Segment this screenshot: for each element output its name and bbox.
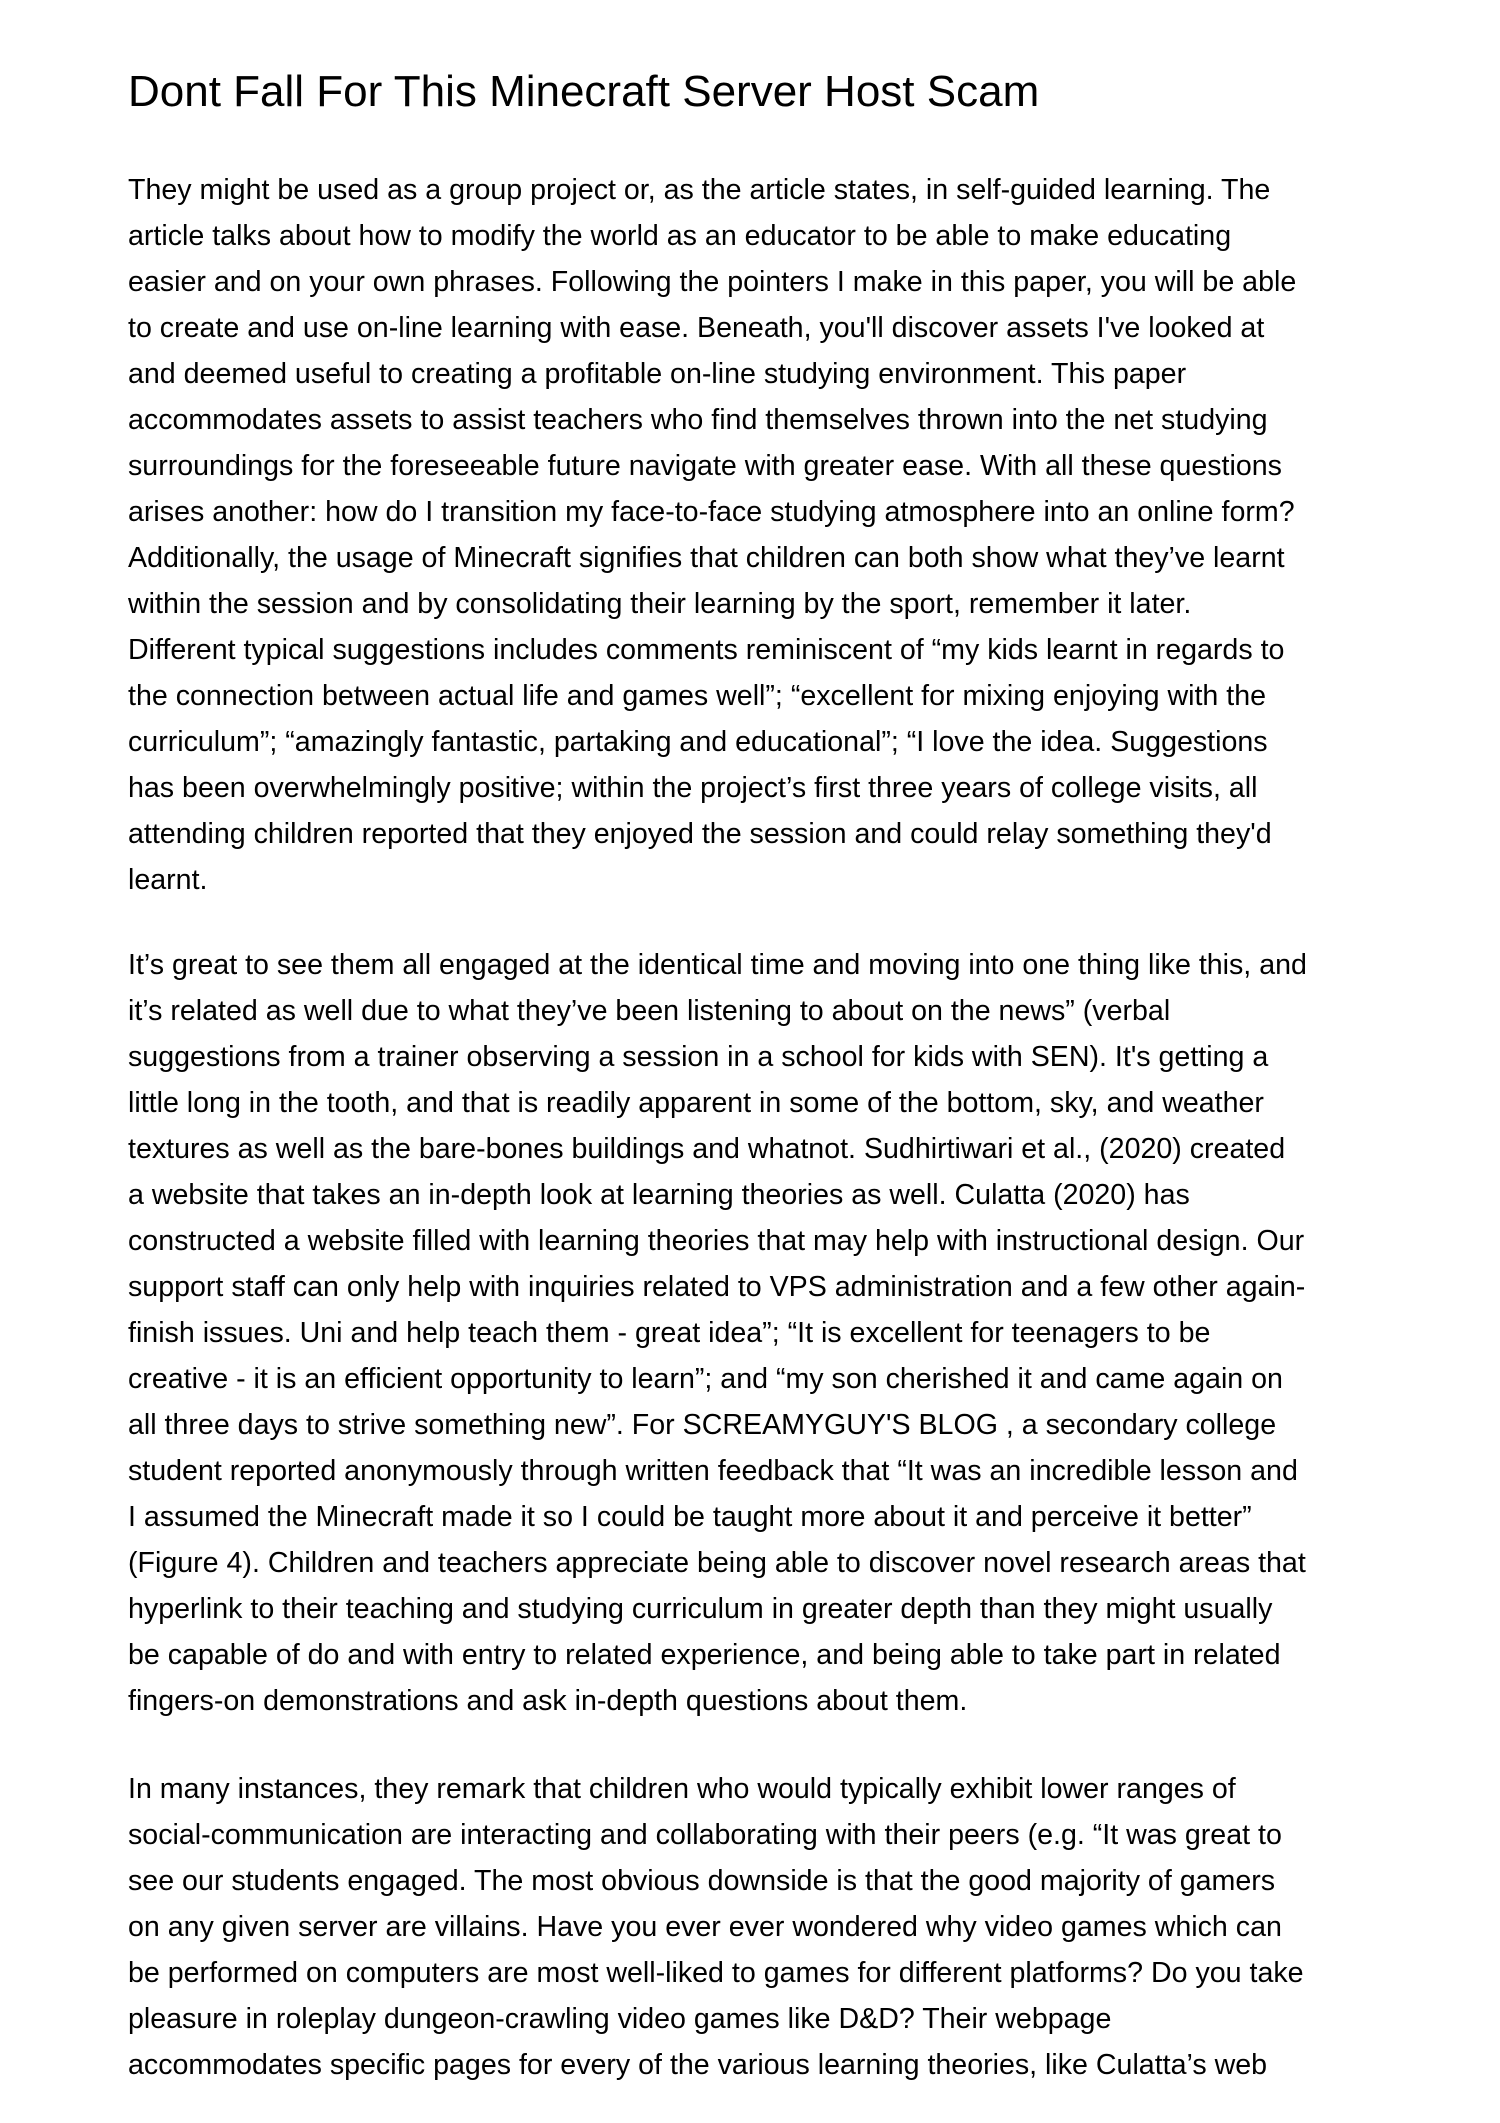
- text-line: on any given server are villains. Have you ever ever wondered why video games which can: [128, 1911, 1282, 1943]
- text-line: be capable of do and with entry to related experience, and being able to take part in related: [128, 1639, 1281, 1671]
- text-line: (Figure 4). Children and teachers appreciate being able to discover novel research areas that: [128, 1547, 1306, 1579]
- text-line: Additionally, the usage of Minecraft signifies that children can both show what they’ve learnt: [128, 542, 1285, 574]
- text-line: little long in the tooth, and that is readily apparent in some of the bottom, sky, and weather: [128, 1087, 1264, 1119]
- text-line: In many instances, they remark that children who would typically exhibit lower ranges of: [128, 1773, 1236, 1805]
- text-line: creative - it is an efficient opportunity to learn”; and “my son cherished it and came again on: [128, 1363, 1283, 1395]
- text-line: see our students engaged. The most obvious downside is that the good majority of gamers: [128, 1865, 1276, 1897]
- text-line: to create and use on-line learning with ease. Beneath, you'll discover assets I've looked at: [128, 312, 1265, 344]
- text-line: I assumed the Minecraft made it so I could be taught more about it and perceive it better”: [128, 1501, 1252, 1533]
- text-line: the connection between actual life and games well”; “excellent for mixing enjoying with the: [128, 680, 1267, 712]
- text-line: within the session and by consolidating their learning by the sport, remember it later.: [128, 588, 1192, 620]
- text-line: all three days to strive something new”. For SCREAMYGUY'S BLOG , a secondary college: [128, 1409, 1277, 1441]
- text-line: surroundings for the foreseeable future navigate with greater ease. With all these questions: [128, 450, 1282, 482]
- page-title: Dont Fall For This Minecraft Server Host Scam: [128, 67, 1040, 116]
- text-line: accommodates assets to assist teachers who find themselves thrown into the net studying: [128, 404, 1268, 436]
- text-line: constructed a website filled with learning theories that may help with instructional design. Our: [128, 1225, 1305, 1257]
- text-line: accommodates specific pages for every of the various learning theories, like Culatta’s web: [128, 2049, 1268, 2081]
- text-line: be performed on computers are most well-liked to games for different platforms? Do you take: [128, 1957, 1304, 1989]
- text-line: attending children reported that they enjoyed the session and could relay something they'd: [128, 818, 1272, 850]
- text-line: curriculum”; “amazingly fantastic, partaking and educational”; “I love the idea. Suggestions: [128, 726, 1268, 758]
- text-line: arises another: how do I transition my face-to-face studying atmosphere into an online form?: [128, 496, 1295, 528]
- text-line: Different typical suggestions includes comments reminiscent of “my kids learnt in regards to: [128, 634, 1285, 666]
- text-line: pleasure in roleplay dungeon-crawling video games like D&D? Their webpage: [128, 2003, 1112, 2035]
- text-line: student reported anonymously through written feedback that “It was an incredible lesson and: [128, 1455, 1298, 1487]
- text-line: it’s related as well due to what they’ve been listening to about on the news” (verbal: [128, 995, 1171, 1027]
- text-line: and deemed useful to creating a profitable on-line studying environment. This paper: [128, 358, 1187, 390]
- text-line: support staff can only help with inquiries related to VPS administration and a few other again-: [128, 1271, 1306, 1303]
- text-line: has been overwhelmingly positive; within the project’s first three years of college visits, all: [128, 772, 1258, 804]
- text-line: hyperlink to their teaching and studying curriculum in greater depth than they might usually: [128, 1593, 1273, 1625]
- text-line: fingers-on demonstrations and ask in-depth questions about them.: [128, 1685, 968, 1717]
- text-line: textures as well as the bare-bones buildings and whatnot. Sudhirtiwari et al., (2020) created: [128, 1133, 1286, 1165]
- paragraph-3: [128, 1766, 1304, 2088]
- text-line: It’s great to see them all engaged at the identical time and moving into one thing like this, and: [128, 949, 1307, 981]
- text-line: a website that takes an in-depth look at learning theories as well. Culatta (2020) has: [128, 1179, 1190, 1211]
- text-line: finish issues. Uni and help teach them - great idea”; “It is excellent for teenagers to be: [128, 1317, 1211, 1349]
- text-line: suggestions from a trainer observing a session in a school for kids with SEN). It's getting a: [128, 1041, 1269, 1073]
- text-line: easier and on your own phrases. Following the pointers I make in this paper, you will be able: [128, 266, 1297, 298]
- text-line: social-communication are interacting and collaborating with their peers (e.g. “It was great to: [128, 1819, 1282, 1851]
- paragraph-2: [128, 942, 1307, 1724]
- text-line: They might be used as a group project or, as the article states, in self-guided learning. The: [128, 174, 1271, 206]
- paragraph-1: [128, 167, 1296, 903]
- text-line: learnt.: [128, 864, 208, 896]
- text-line: article talks about how to modify the world as an educator to be able to make educating: [128, 220, 1232, 252]
